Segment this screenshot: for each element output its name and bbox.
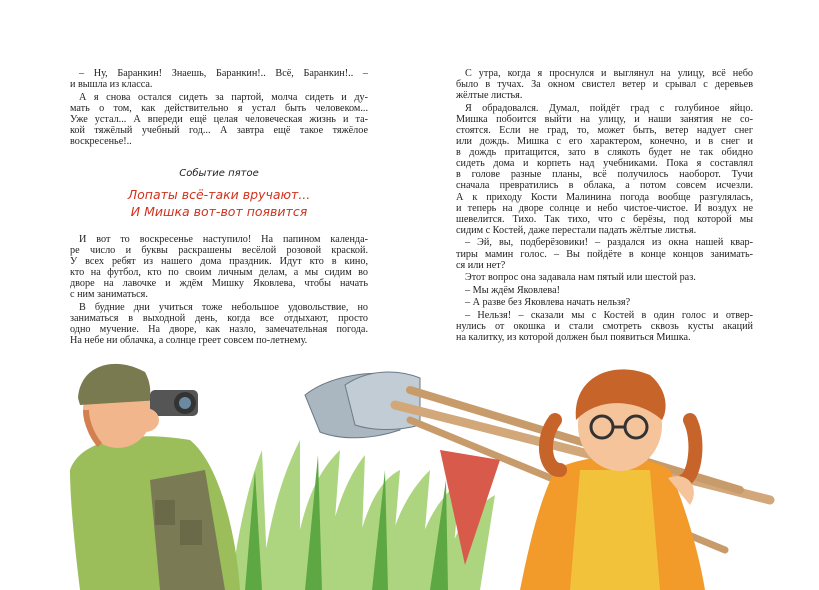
text-line: тиры мамин голос. – Вы пойдёте в конце концов занимать- <box>456 248 753 260</box>
paragraph <box>456 237 753 270</box>
chapter-title-line: И Мишка вот-вот появится <box>130 204 308 219</box>
text-line: – Эй, вы, подберёзовики! – раздался из окна нашей квар- <box>465 237 753 249</box>
text-line: Я обрадовался. Думал, пойдёт град с голубиное яйцо. <box>465 102 753 114</box>
paragraph <box>70 68 368 90</box>
text-line: на калитку, из которой должен был появиться Мишка. <box>456 332 691 344</box>
text-line: с ним заниматься. <box>70 289 148 301</box>
text-line: нулись от окошка и стали смотреть сквозь кусты акаций <box>456 321 753 333</box>
chapter-label: Событие пятое <box>179 168 259 179</box>
text-line: шевелится. Тихо. Так тихо, что с берёзы, под которой мы <box>456 213 753 225</box>
text-line: А к приходу Кости Малинина погода вообще разгулялась, <box>456 191 753 203</box>
text-line: заниматься в выходной день, когда все отдыхают, просто <box>70 313 368 325</box>
text-line: в дождь притащится, зато в слякоть будет не так обидно <box>456 147 753 159</box>
text-line: сидеть дома и корпеть над учебниками. Пока я составлял <box>456 158 753 170</box>
text-line: воскресенье!.. <box>70 136 132 148</box>
paragraph <box>456 297 753 308</box>
text-line: Мишка побоится выйти на улицу, и наши занятия не со- <box>456 113 753 125</box>
text-line: – Нельзя! – сказали мы с Костей в один голос и отвер- <box>465 309 753 321</box>
text-line: – Ну, Баранкин! Знаешь, Баранкин!.. Всё, Баранкин!.. – <box>79 68 368 79</box>
text-line: Этот вопрос она задавала нам пятый или шестой раз. <box>465 272 696 284</box>
text-line: ре число и буквы раскрашены весёлой розовой краской. <box>70 245 368 257</box>
chapter-title-line: Лопаты всё-таки вручают... <box>127 187 311 202</box>
paragraph <box>456 68 753 101</box>
right-page-body-text <box>456 68 753 345</box>
text-line: сидим с Костей, даже перестали падать жёлтые листья. <box>456 224 697 236</box>
text-line: И вот то воскресенье наступило! На папином календа- <box>79 234 368 245</box>
text-line: С утра, когда я проснулся и выглянул на улицу, всё небо <box>465 68 753 79</box>
text-line: стоятся. Если не град, то, может быть, ветер надует снег <box>456 124 753 136</box>
text-line: было в тучах. За окном свистел ветер и срывал с деревьев <box>456 79 753 91</box>
text-line: Уже устал... А впереди ещё целая человеческая жизнь и та- <box>70 113 368 125</box>
text-line: или дождь. Мишка с его характером, конечно, и в снег и <box>456 136 753 148</box>
paragraph <box>70 234 368 301</box>
text-line: в голове разные планы, всё получилось наоборот. Тучи <box>456 169 753 181</box>
text-line: На небе ни облачка, а солнце греет совсем по-летнему. <box>70 335 308 347</box>
text-line: одно мучение. На дворе, как назло, замечательная погода. <box>70 324 368 336</box>
text-line: мать о том, как действительно я устал быть человеком... <box>70 102 368 114</box>
text-line: жёлтые листья. <box>456 90 523 102</box>
paragraph <box>456 285 753 296</box>
paragraph <box>70 92 368 147</box>
text-line: – А разве без Яковлева начать нельзя? <box>465 297 631 309</box>
text-line: ся или нет? <box>456 259 506 271</box>
boy-with-camera-illustration <box>70 364 240 590</box>
paragraph <box>456 310 753 343</box>
paragraph <box>456 103 753 236</box>
text-line: – Мы ждём Яковлева! <box>465 284 561 296</box>
paragraph <box>70 302 368 346</box>
paragraph <box>456 272 753 283</box>
text-line: кой тяжёлый учебный год... А завтра ещё такое тяжёлое <box>70 124 368 136</box>
text-line: сначала превратились в облака, а потом совсем исчезли. <box>456 180 753 192</box>
left-page-body-text <box>70 234 368 348</box>
chapter-title <box>70 186 368 220</box>
left-page-top-text <box>70 68 368 149</box>
text-line: У всех ребят из нашего дома праздник. Идут кто в кино, <box>70 256 368 268</box>
text-line: дворе на лавочке и ждём Мишку Яковлева, чтобы начать <box>70 278 368 290</box>
text-line: А я снова остался сидеть за партой, молча сидеть и ду- <box>79 91 368 103</box>
text-line: В будние дни учиться тоже небольшое удовольствие, но <box>79 302 368 314</box>
text-line: и вышла из класса. <box>70 79 153 91</box>
text-line: кто на футбол, кто по своим личным делам, а мы сидим во <box>70 267 368 279</box>
text-line: и теперь на дворе солнце и небо чистое-чистое. И воздух не <box>456 202 753 214</box>
